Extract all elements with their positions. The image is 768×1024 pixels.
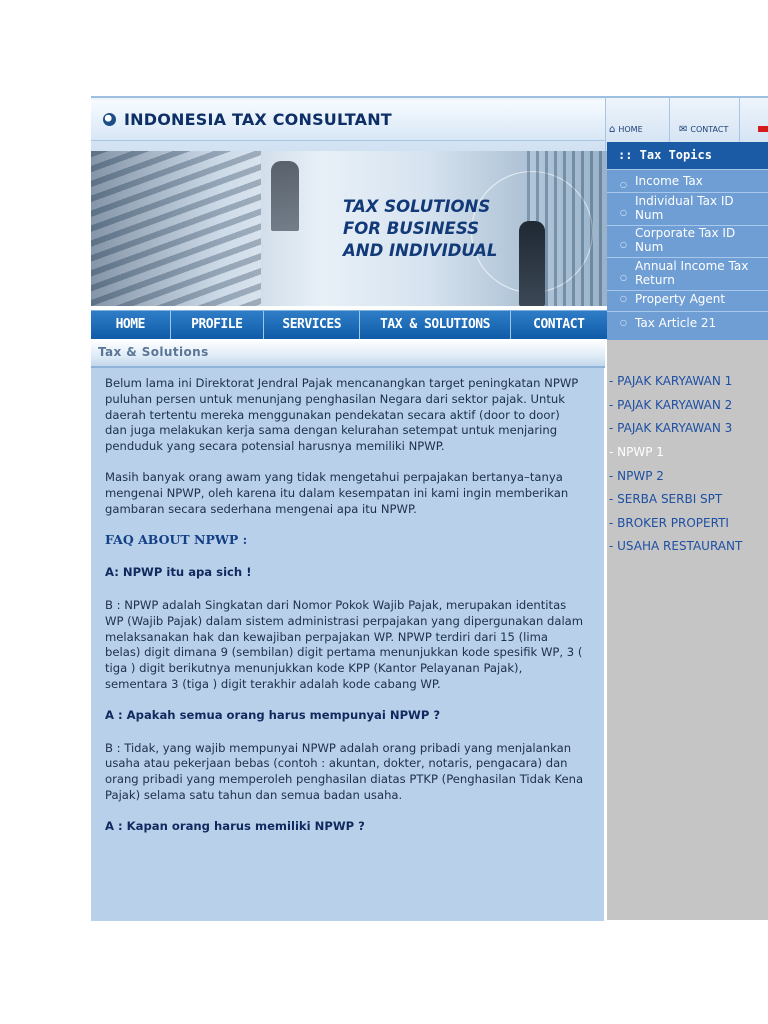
link-npwp-2[interactable]: - NPWP 2 — [609, 469, 664, 483]
link-pajak-karyawan-2[interactable]: - PAJAK KARYAWAN 2 — [609, 398, 733, 412]
faq-answer: B : Tidak, yang wajib mempunyai NPWP adalah orang pribadi yang menjalankan usaha atau pekerjaan bebas (contoh : akuntan, dokter, notaris, pengacara) dan orang pribadi yang memperoleh penghasilan diatas PTKP (Penghasilan Tidak Kena Pajak) selama satu tahun dan semua badan usaha. — [105, 740, 584, 802]
topic-divider — [607, 290, 768, 291]
topic-label: Tax Article 21 — [635, 316, 717, 330]
faq-question: A: NPWP itu apa sich ! — [105, 565, 252, 580]
bullet-icon: ○ — [620, 180, 627, 189]
logo-text: INDONESIA TAX CONSULTANT — [124, 110, 392, 129]
faq-answer: B : NPWP adalah Singkatan dari Nomor Pokok Wajib Pajak, merupakan identitas WP (Wajib Pajak) dalam sistem administrasi perpajakan yang dipergunakan dalam melaksanakan hak dan kewajiban perpajakan WP. NPWP terdiri dari 15 (lima belas) digit dimana 9 (sembilan) digit pertama menunjukkan kode spesifik WP, 3 ( tiga ) digit berikutnya menunjukkan kode KPP (Kantor Pelayanan Pajak), sementara 3 (tiga ) digit terakhir adalah kode cabang WP. — [105, 597, 584, 691]
flag-icon[interactable] — [758, 126, 768, 132]
banner-building-image — [91, 151, 261, 306]
right-sidebar — [607, 142, 768, 920]
topic-label: Property Agent — [635, 292, 726, 306]
bullet-icon: ○ — [620, 208, 627, 217]
article-body — [105, 376, 585, 852]
top-home-label: HOME — [618, 125, 643, 134]
mail-icon: ✉ — [679, 124, 688, 135]
bullet-icon: ○ — [620, 294, 627, 303]
bullet-icon: ○ — [620, 240, 627, 249]
topic-divider — [607, 311, 768, 312]
intro-paragraph: Belum lama ini Direktorat Jendral Pajak mencanangkan target peningkatan NPWP puluhan persen untuk menunjang penghasilan Negara dari sektor pajak. Untuk daerah tertentu mereka menggunakan pendekatan secara aktif (door to door) dan juga melakukan kerja sama dengan kelurahan setempat untuk menjaring penduduk yang secara potensial harusnya memiliki NPWP. — [105, 376, 579, 454]
tax-topics-title: :: Tax Topics — [607, 142, 768, 170]
section-heading-bar — [91, 340, 605, 368]
bullet-icon: ○ — [620, 318, 627, 327]
bullet-icon: ○ — [620, 273, 627, 282]
site-logo[interactable] — [91, 100, 605, 141]
faq-question: A : Kapan orang harus memiliki NPWP ? — [105, 818, 365, 833]
logo-icon — [103, 113, 116, 126]
link-usaha-restaurant[interactable]: - USAHA RESTAURANT — [609, 539, 743, 553]
topic-divider — [607, 257, 768, 258]
topic-label: Annual Income Tax Return — [635, 259, 749, 287]
tax-topics-panel — [607, 142, 768, 340]
section-title: Tax & Solutions — [98, 345, 209, 359]
link-serba-serbi-spt[interactable]: - SERBA SERBI SPT — [609, 492, 723, 506]
banner-tagline — [343, 196, 497, 262]
nav-services[interactable]: SERVICES — [264, 311, 360, 339]
topic-divider — [607, 192, 768, 193]
top-contact-label: CONTACT — [690, 125, 729, 134]
topic-label: Income Tax — [635, 174, 703, 188]
hero-banner — [91, 151, 607, 306]
faq-question: A : Apakah semua orang harus mempunyai NPWP ? — [105, 707, 441, 722]
nav-tax-solutions[interactable]: TAX & SOLUTIONS — [360, 311, 510, 339]
link-broker-properti[interactable]: - BROKER PROPERTI — [609, 516, 729, 530]
home-icon: ⌂ — [609, 124, 616, 135]
tagline-line: AND INDIVIDUAL — [343, 241, 498, 260]
link-pajak-karyawan-1[interactable]: - PAJAK KARYAWAN 1 — [609, 374, 733, 388]
tagline-line: FOR BUSINESS — [343, 219, 480, 238]
faq-heading: FAQ ABOUT NPWP : — [105, 532, 248, 548]
nav-profile[interactable]: PROFILE — [171, 311, 264, 339]
top-contact-link[interactable] — [679, 124, 728, 135]
nav-home[interactable]: HOME — [91, 311, 171, 339]
topic-label: Corporate Tax ID Num — [635, 226, 736, 254]
tagline-line: TAX SOLUTIONS — [343, 197, 491, 216]
nav-contact[interactable]: CONTACT — [533, 317, 585, 332]
intro-paragraph: Masih banyak orang awam yang tidak mengetahui perpajakan bertanya–tanya mengenai NPWP, oleh karena itu dalam kesempatan ini kami ingin memberikan gambaran secara sederhana mengenai apa itu NPWP. — [105, 469, 569, 516]
banner-person-image — [271, 161, 299, 231]
link-npwp-1[interactable]: - NPWP 1 — [609, 445, 664, 459]
banner-businessman-image — [519, 221, 545, 306]
main-content — [91, 368, 604, 921]
main-nav — [91, 310, 607, 339]
link-pajak-karyawan-3[interactable]: - PAJAK KARYAWAN 3 — [609, 421, 733, 435]
topic-label: Individual Tax ID Num — [635, 194, 734, 222]
header-divider — [605, 98, 606, 153]
top-home-link[interactable] — [609, 124, 643, 135]
